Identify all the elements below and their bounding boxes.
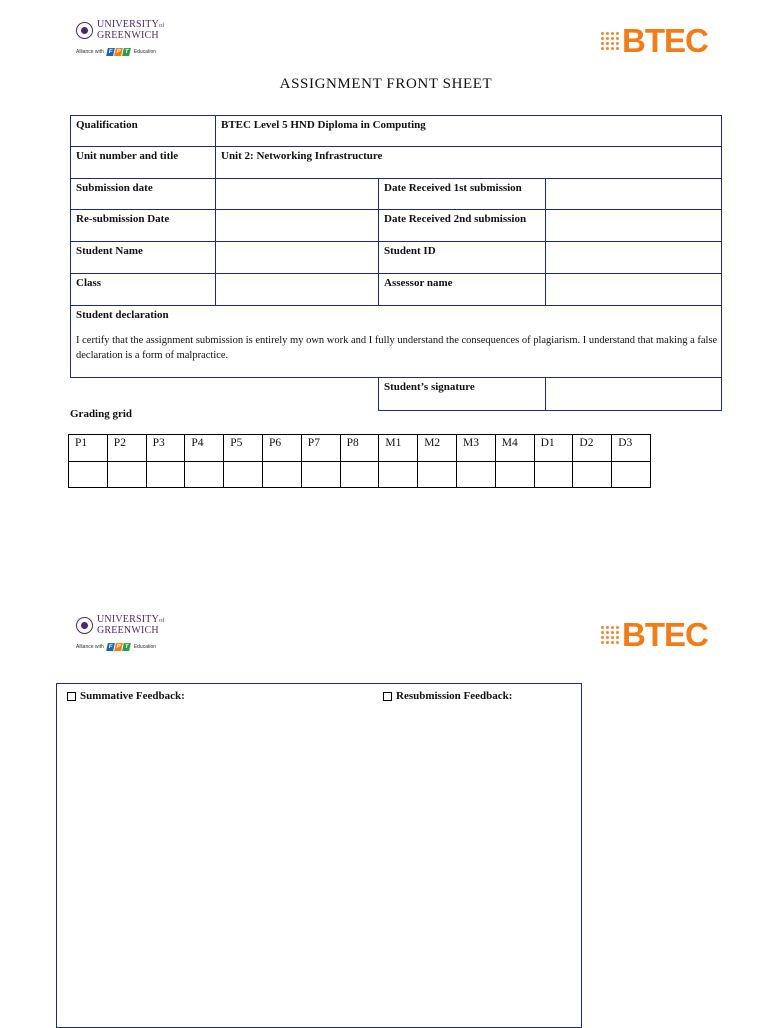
university-seal-icon <box>76 617 93 634</box>
grade-cell[interactable] <box>107 461 147 488</box>
grade-criterion-header: P4 <box>184 434 224 462</box>
grade-cell[interactable] <box>340 461 380 488</box>
student-id-field[interactable] <box>545 241 722 274</box>
feedback-box[interactable] <box>56 683 582 1028</box>
fpt-letter-f: F <box>107 644 113 650</box>
signature-field[interactable] <box>545 377 722 411</box>
fpt-letter-t: T <box>123 49 129 55</box>
grade-criterion-header: P8 <box>340 434 380 462</box>
btec-logo <box>601 24 708 57</box>
unit-label: Unit number and title <box>70 146 216 179</box>
fpt-logo-icon <box>107 643 131 651</box>
alliance-prefix: Alliance with <box>76 49 104 55</box>
grade-cell[interactable] <box>223 461 263 488</box>
btec-logo-page2 <box>601 618 708 651</box>
grade-criterion-header: M3 <box>456 434 496 462</box>
btec-wordmark: BTEC <box>622 22 708 59</box>
fpt-letter-p: P <box>115 644 121 650</box>
grade-cell[interactable] <box>534 461 574 488</box>
resubmission-date-label: Re-submission Date <box>70 209 216 242</box>
declaration-box <box>70 305 722 378</box>
date-received-2-field[interactable] <box>545 209 722 242</box>
grade-criterion-header: P5 <box>223 434 263 462</box>
date-received-1-label: Date Received 1st submission <box>378 178 546 210</box>
btec-dots-icon <box>601 32 619 50</box>
page-title: ASSIGNMENT FRONT SHEET <box>279 76 493 92</box>
submission-date-label: Submission date <box>70 178 216 210</box>
grade-cell[interactable] <box>184 461 224 488</box>
qualification-value[interactable]: BTEC Level 5 HND Diploma in Computing <box>215 115 722 147</box>
btec-dots-icon <box>601 626 619 644</box>
grade-criterion-header: P7 <box>301 434 341 462</box>
alliance-text <box>76 48 164 56</box>
university-name-of: of <box>159 23 165 29</box>
student-id-label: Student ID <box>378 241 546 274</box>
grade-criterion-header: D1 <box>534 434 574 462</box>
grade-criterion-header: M2 <box>417 434 457 462</box>
summative-feedback-label: Summative Feedback: <box>80 690 185 702</box>
grade-criterion-header: M1 <box>378 434 418 462</box>
university-name-line2: GREENWICH <box>97 30 159 41</box>
fpt-logo-icon <box>107 48 131 56</box>
resubmission-date-field[interactable] <box>215 209 379 242</box>
date-received-1-field[interactable] <box>545 178 722 210</box>
summative-checkbox-icon[interactable] <box>67 692 76 701</box>
assessor-label: Assessor name <box>378 273 546 306</box>
fpt-letter-p: P <box>115 49 121 55</box>
grade-criterion-header: P3 <box>146 434 186 462</box>
unit-value[interactable]: Unit 2: Networking Infrastructure <box>215 146 722 179</box>
grade-cell[interactable] <box>68 461 108 488</box>
grade-cell[interactable] <box>146 461 186 488</box>
grading-grid-label: Grading grid <box>70 408 133 420</box>
alliance-suffix: Education <box>133 644 157 650</box>
fpt-letter-f: F <box>107 49 113 55</box>
student-name-label: Student Name <box>70 241 216 274</box>
student-name-field[interactable] <box>215 241 379 274</box>
grade-cell[interactable] <box>495 461 535 488</box>
qualification-label: Qualification <box>70 115 216 147</box>
summative-feedback-option[interactable] <box>67 690 185 702</box>
alliance-suffix: Education <box>133 49 157 55</box>
declaration-label: Student declaration <box>76 309 169 321</box>
resubmission-feedback-option[interactable] <box>383 690 512 702</box>
grade-criterion-header: M4 <box>495 434 535 462</box>
university-seal-icon <box>76 22 93 39</box>
grade-cell[interactable] <box>417 461 457 488</box>
class-label: Class <box>70 273 216 306</box>
submission-date-field[interactable] <box>215 178 379 210</box>
university-name-line1: UNIVERSITY <box>97 19 159 30</box>
grade-cell[interactable] <box>572 461 612 488</box>
grade-cell[interactable] <box>611 461 651 488</box>
grade-criterion-header: D2 <box>572 434 612 462</box>
btec-wordmark: BTEC <box>622 616 708 653</box>
alliance-text <box>76 643 164 651</box>
grade-cell[interactable] <box>456 461 496 488</box>
declaration-text: I certify that the assignment submission is entirely my own work and I fully understand the consequences of plagiarism. I understand that making a false declaration is a form of malpractice. <box>76 335 718 361</box>
assessor-field[interactable] <box>545 273 722 306</box>
university-name-of: of <box>159 618 165 624</box>
grade-criterion-header: P1 <box>68 434 108 462</box>
resubmission-feedback-label: Resubmission Feedback: <box>396 690 513 702</box>
grade-cell[interactable] <box>301 461 341 488</box>
grade-criterion-header: D3 <box>611 434 651 462</box>
university-name-line2: GREENWICH <box>97 625 159 636</box>
university-name-line1: UNIVERSITY <box>97 614 159 625</box>
date-received-2-label: Date Received 2nd submission <box>378 209 546 242</box>
grade-cell[interactable] <box>262 461 302 488</box>
university-logo <box>76 20 164 56</box>
fpt-letter-t: T <box>123 644 129 650</box>
alliance-prefix: Alliance with <box>76 644 104 650</box>
university-logo-page2 <box>76 615 164 651</box>
resubmission-checkbox-icon[interactable] <box>383 692 392 701</box>
grade-cell[interactable] <box>378 461 418 488</box>
signature-label: Student’s signature <box>378 377 546 411</box>
grade-criterion-header: P2 <box>107 434 147 462</box>
grade-criterion-header: P6 <box>262 434 302 462</box>
class-field[interactable] <box>215 273 379 306</box>
